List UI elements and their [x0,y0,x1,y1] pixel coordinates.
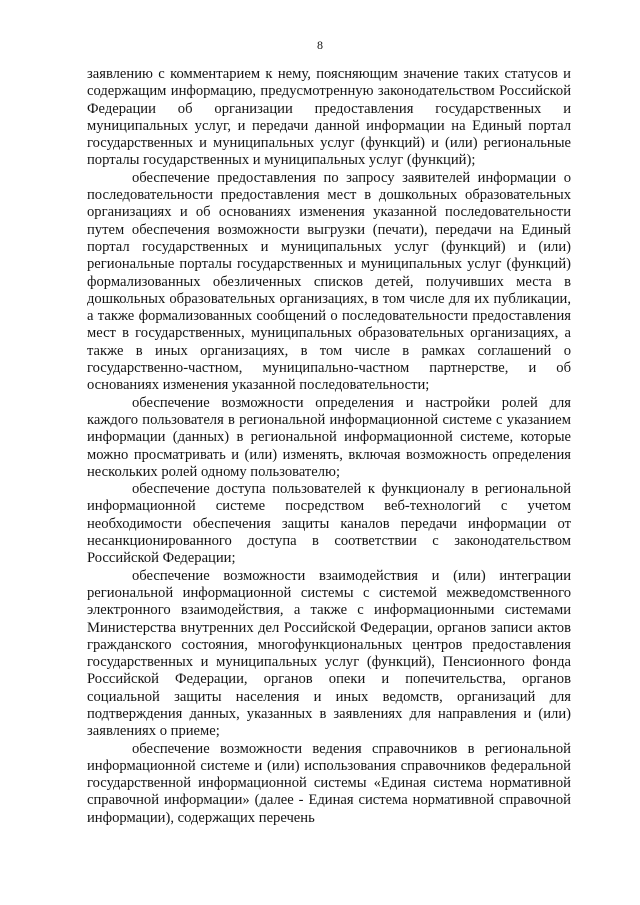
paragraph-provision-info: обеспечение предоставления по запросу заявителей информации о последовательности предоставления мест в дошкольных образовательных организациях и об основаниях изменения указанной последовательности путем обеспечения возможности выгрузки (печати), передачи на Единый портал государственных и муниципальных услуг (функций) и (или) региональные порталы государственных и муниципальных услуг (функций) формализованных обезличенных списков детей, получивших места в дошкольных образовательных организациях, в том числе для их публикации, а также формализованных сообщений о последовательности предоставления мест в государственных, муниципальных образовательных организациях, а также в иных организациях, в том числе в рамках соглашений о государственно-частном, муниципально-частном партнерстве, и об основаниях изменения указанной последовательности; [87,169,571,394]
paragraph-reference-books: обеспечение возможности ведения справочников в региональной информационной системе и (или) использования справочников федеральной государственной информационной системы «Единая система нормативной справочной информации» (далее - Единая система нормативной справочной информации), содержащих перечень [87,740,571,826]
page-number: 8 [317,38,323,52]
document-body [87,66,571,827]
paragraph-system-integration: обеспечение возможности взаимодействия и (или) интеграции региональной информационной системы с системой межведомственного электронного взаимодействия, а также с информационными системами Министерства внутренних дел Российской Федерации, органов записи актов гражданского состояния, многофункциональных центров предоставления государственных и муниципальных услуг (функций), Пенсионного фонда Российской Федерации, органов опеки и попечительства, органов социальной защиты населения и иных ведомств, организаций для подтверждения данных, указанных в заявлениях для направления и (или) заявлениях о приеме; [87,567,571,740]
paragraph-continuation: заявлению с комментарием к нему, поясняющим значение таких статусов и содержащим информацию, предусмотренную законодательством Российской Федерации об организации предоставления государственных и муниципальных услуг, и передачи данной информации на Единый портал государственных и муниципальных услуг (функций) и (или) региональные порталы государственных и муниципальных услуг (функций); [87,66,571,169]
paragraph-web-access: обеспечение доступа пользователей к функционалу в региональной информационной системе посредством веб-технологий с учетом необходимости обеспечения защиты каналов передачи информации от несанкционированного доступа в соответствии с законодательством Российской Федерации; [87,481,571,567]
paragraph-user-roles: обеспечение возможности определения и настройки ролей для каждого пользователя в региональной информационной системе с указанием информации (данных) в региональной информационной системе, которые можно просматривать и (или) изменять, включая возможность определения нескольких ролей одному пользователю; [87,394,571,480]
